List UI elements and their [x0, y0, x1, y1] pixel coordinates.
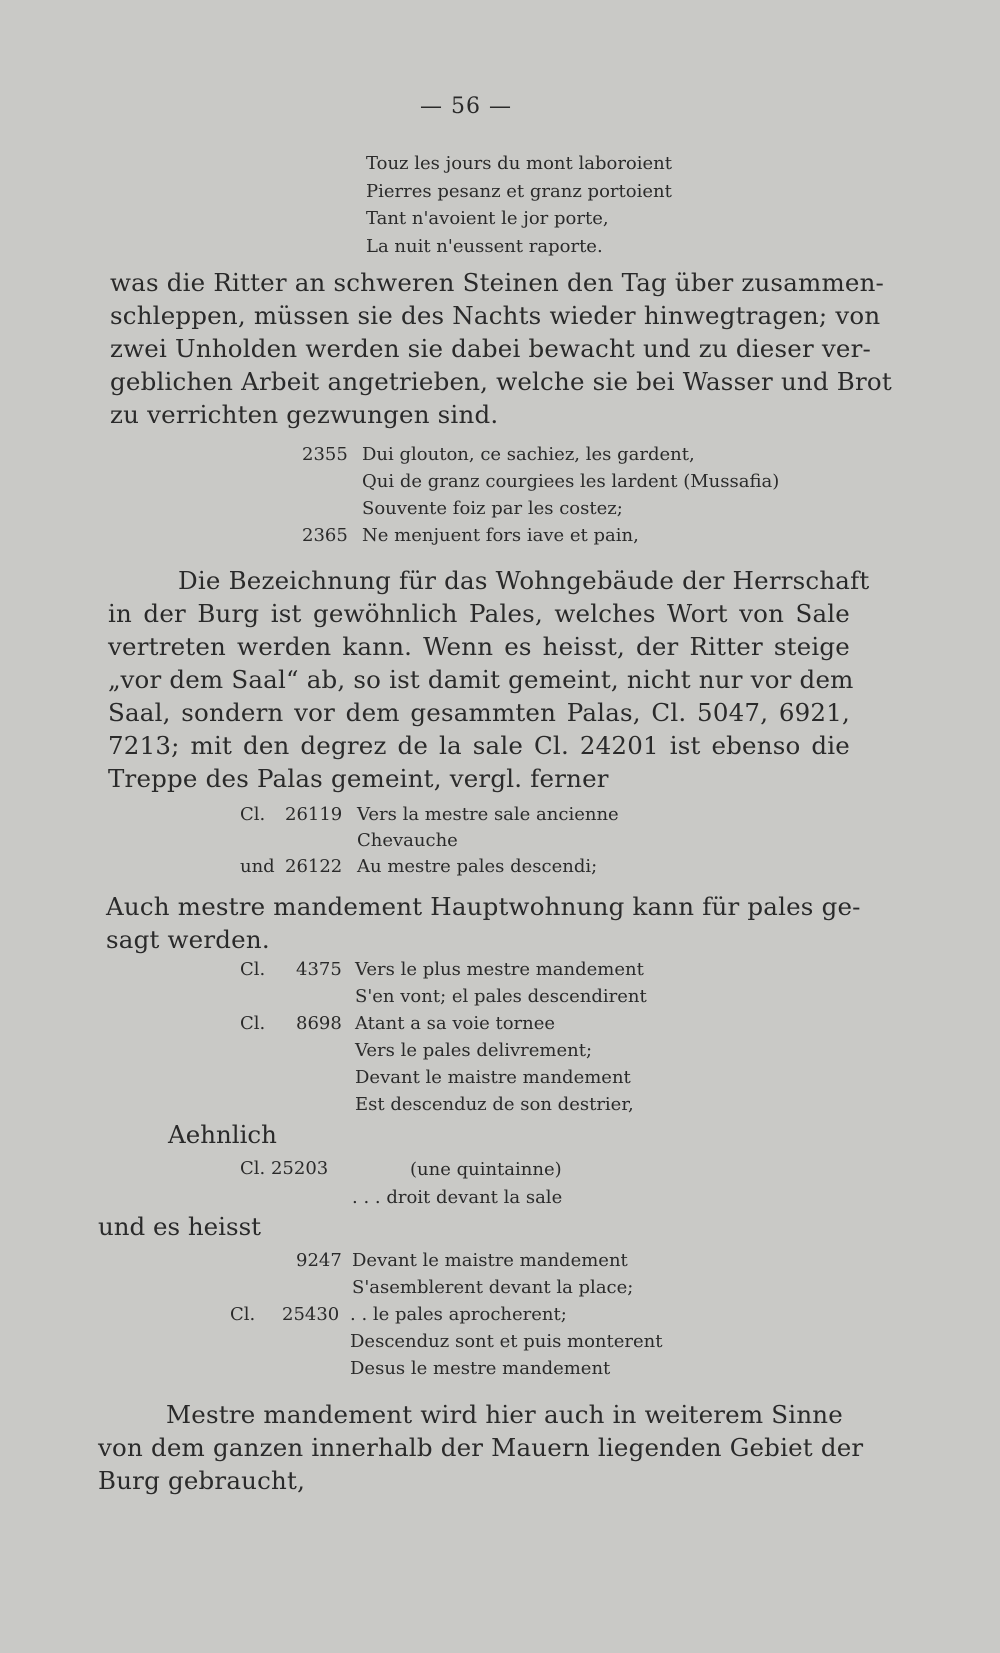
verse-line: Vers la mestre sale ancienne — [357, 804, 619, 825]
text-line: Mestre mandement wird hier auch in weiterem Sinne — [166, 1400, 843, 1429]
text-line: in der Burg ist gewöhnlich Pales, welches Wort von Sale — [108, 599, 850, 628]
text-line: vertreten werden kann. Wenn es heisst, der Ritter steige — [108, 632, 850, 661]
citation-label: Cl. 25203 — [240, 1158, 329, 1179]
verse-line: La nuit n'eussent raporte. — [366, 235, 603, 257]
verse-number: 4375 — [296, 959, 342, 980]
verse-number: 26119 — [285, 804, 343, 825]
citation-label: und — [240, 856, 275, 877]
verse-line: Souvente foiz par les costez; — [362, 498, 623, 519]
verse-line: Atant a sa voie tornee — [355, 1013, 556, 1034]
verse-line: Dui glouton, ce sachiez, les gardent, — [362, 444, 695, 465]
verse-line: Touz les jours du mont laboroient — [366, 153, 672, 174]
verse-line: Devant le maistre mandement — [355, 1067, 631, 1088]
page-number: — 56 — — [420, 94, 512, 119]
verse-line: S'asemblerent devant la place; — [352, 1277, 634, 1298]
verse-line: Descenduz sont et puis monterent — [350, 1331, 663, 1352]
text-line: Auch mestre mandement Hauptwohnung kann für pales ge- — [106, 892, 861, 921]
text-line: geblichen Arbeit angetrieben, welche sie bei Wasser und Brot — [110, 367, 892, 396]
verse-line: S'en vont; el pales descendirent — [355, 986, 647, 1007]
text-line: sagt werden. — [106, 925, 270, 954]
paragraph-1 — [110, 266, 892, 431]
verse-line: Vers le pales delivrement; — [355, 1040, 593, 1061]
text-line: „vor dem Saal“ ab, so ist damit gemeint, nicht nur vor dem — [108, 665, 854, 694]
text-line: 7213; mit den degrez de la sale Cl. 24201 ist ebenso die — [108, 731, 850, 760]
verse-number: 2355 — [302, 444, 348, 465]
text-line: von dem ganzen innerhalb der Mauern liegenden Gebiet der — [98, 1433, 864, 1462]
verse-line: Desus le mestre mandement — [350, 1358, 611, 1379]
paragraph-3 — [106, 890, 861, 956]
verse-number: 26122 — [285, 856, 343, 877]
section-word: Aehnlich — [168, 1120, 277, 1149]
verse-line: Devant le maistre mandement — [352, 1250, 628, 1271]
text-line: was die Ritter an schweren Steinen den Tag über zusammen- — [110, 268, 885, 297]
verse-number: 8698 — [296, 1013, 342, 1034]
verse-number: 25430 — [282, 1304, 340, 1325]
text-line: zwei Unholden werden sie dabei bewacht und zu dieser ver- — [110, 334, 871, 363]
citation-label: Cl. — [240, 804, 266, 825]
text-line: Treppe des Palas gemeint, vergl. ferner — [108, 764, 609, 793]
text-line: Burg gebraucht, — [98, 1466, 306, 1495]
text-line: Die Bezeichnung für das Wohngebäude der Herrschaft — [178, 566, 870, 595]
citation-label: Cl. — [240, 1013, 266, 1034]
verse-line: . . . droit devant la sale — [352, 1187, 563, 1208]
verse-line: Pierres pesanz et granz portoient — [366, 180, 672, 202]
verse-line: Vers le plus mestre mandement — [355, 959, 644, 980]
verse-line: . . le pales aprocherent; — [350, 1304, 567, 1325]
paragraph-2 — [108, 564, 870, 795]
citation-label: Cl. — [240, 959, 266, 980]
verse-line: Est descenduz de son destrier, — [355, 1094, 634, 1115]
verse-line: Tant n'avoient le jor porte, — [366, 208, 609, 229]
verse-line: (une quintainne) — [410, 1159, 562, 1180]
verse-line: Chevauche — [357, 830, 458, 851]
text-line: zu verrichten gezwungen sind. — [110, 400, 499, 429]
citation-label: Cl. — [230, 1304, 256, 1325]
section-word: und es heisst — [98, 1212, 261, 1241]
text-line: schleppen, müssen sie des Nachts wieder hinwegtragen; von — [110, 301, 881, 330]
verse-line: Ne menjuent fors iave et pain, — [362, 525, 639, 546]
paragraph-4 — [98, 1398, 864, 1497]
text-line: Saal, sondern vor dem gesammten Palas, Cl. 5047, 6921, — [108, 698, 850, 727]
verse-block-1 — [366, 150, 672, 260]
verse-number: 2365 — [302, 525, 348, 546]
verse-number: 9247 — [296, 1250, 342, 1271]
verse-line: Qui de granz courgiees les lardent (Mussafia) — [362, 471, 780, 492]
verse-line: Au mestre pales descendi; — [357, 856, 598, 877]
